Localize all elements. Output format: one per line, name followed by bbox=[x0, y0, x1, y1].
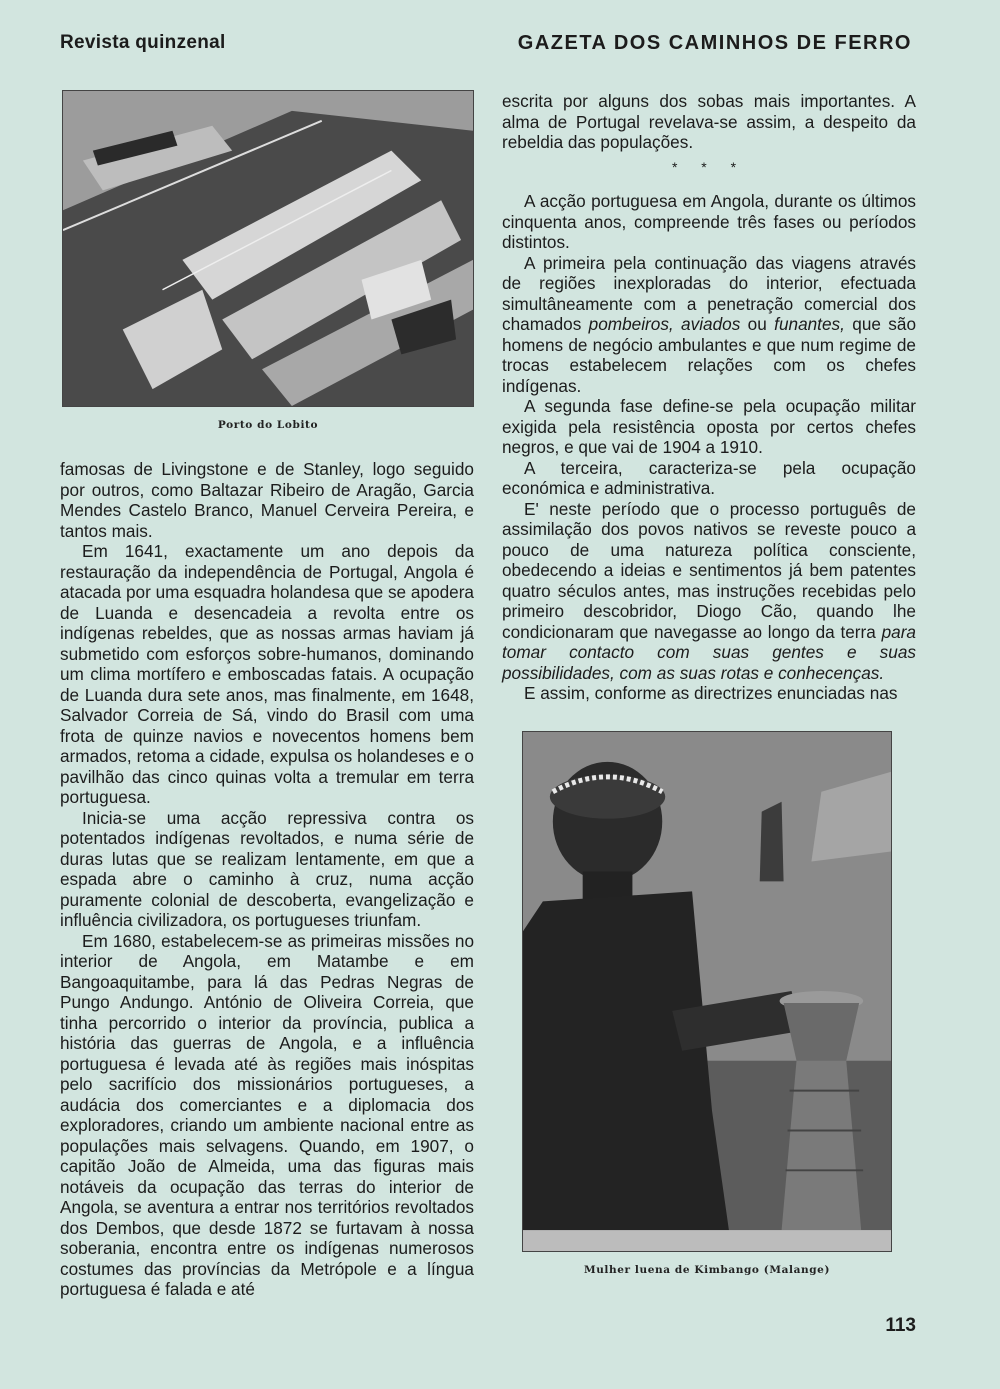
paragraph: Em 1641, exactamente um ano depois da restauração da independência de Portugal, Angola é atacada por uma esquadra holandesa que se apodera de Luanda e desencadeia a revolta entre os indígenas rebeldes, que as nossas armas haviam já submetido com esforços sobre-humanos, dominando um clima mortífero e emboscadas fatais. A ocupação de Luanda dura sete anos, mas finalmente, em 1648, Salvador Correia de Sá, vindo do Brasil com uma frota de quinze navios e novecentos homens bem armados, retoma a cidade, expulsa os holandeses e o pavilhão das cinco quinas volta a tremular em terra portuguesa. bbox=[60, 541, 474, 807]
port-photo-caption: Porto do Lobito bbox=[217, 419, 319, 431]
paragraph: Em 1680, estabelecem-se as primeiras missões no interior de Angola, em Matambe e em Bangoaquitambe, para lá das Pedras Negras de Pungo Andungo. António de Oliveira Correia, que tinha percorrido o interior da província, publica a história das guerras de Angola, e a influência portuguesa é levada até às regiões mais inóspitas pelo sacrifício dos missionários portugueses, a audácia dos comerciantes e a diplomacia dos exploradores, criando um ambiente nacional entre as populações mais selvagens. Quando, em 1907, o capitão João de Almeida, uma das figuras mais notáveis da ocupação das terras do interior de Angola, se aventura a entrar nos territórios revoltados dos Dembos, que desde 1872 se furtavam à nossa soberania, encontra entre os indígenas numerosos costumes das províncias da Metrópole e a língua portuguesa é falada e até bbox=[60, 930, 474, 1299]
paragraph: A terceira, caracteriza-se pela ocupação económica e administrativa. bbox=[502, 457, 916, 498]
italic-term: pombeiros, aviados bbox=[588, 314, 741, 334]
page-number: 113 bbox=[885, 1315, 916, 1336]
running-header-right: GAZETA DOS CAMINHOS DE FERRO bbox=[517, 32, 912, 54]
port-photo bbox=[62, 90, 474, 407]
paragraph: famosas de Livingstone e de Stanley, logo seguido por outros, como Baltazar Ribeiro de Aragão, Garcia Mendes Castelo Branco, Manuel Cerveira Pereira, e tantos mais. bbox=[60, 459, 474, 541]
left-text-column bbox=[60, 459, 474, 1300]
italic-quote: para tomar contacto com suas gentes e suas possibilidades, com as suas rotas e conhecenças. bbox=[502, 621, 916, 683]
woman-photo bbox=[522, 731, 892, 1252]
paragraph: E' neste período que o processo português de assimilação dos povos nativos se reveste pouco a pouco de uma natureza política consciente, obedecendo a ideias e sentimentos já bem patentes quatro séculos antes, mas instruções recebidas pelo primeiro descobridor, Diogo Cão, quando lhe condicionaram que navegasse ao longo da terra para tomar contacto com suas gentes e suas possibilidades, com as suas rotas e conhecenças. bbox=[502, 498, 916, 683]
right-text-column bbox=[502, 91, 916, 704]
section-separator: * * * bbox=[671, 158, 747, 175]
paragraph: A segunda fase define-se pela ocupação militar exigida pela resistência oposta por certos chefes negros, e que vai de 1904 a 1910. bbox=[502, 396, 916, 457]
running-header-left: Revista quinzenal bbox=[60, 32, 226, 53]
paragraph: escrita por alguns dos sobas mais importantes. A alma de Portugal revelava-se assim, a despeito da rebeldia das populações. bbox=[502, 91, 916, 152]
paragraph: A primeira pela continuação das viagens através de regiões inexploradas do interior, efectuada simultâneamente com a penetração comercial dos chamados pombeiros, aviados ou funantes, que são homens de negócio ambulantes e que num regime de trocas estabelecem relações com os chefes indígenas. bbox=[502, 252, 917, 396]
paragraph: Inicia-se uma acção repressiva contra os potentados indígenas revoltados, e numa série de duras lutas que se realizam lentamente, em que a espada abre o caminho à cruz, numa acção puramente colonial de descoberta, evangelização e influência civilizadora, os portugueses triunfam. bbox=[60, 807, 474, 930]
paragraph: E assim, conforme as directrizes enunciadas nas bbox=[524, 683, 898, 703]
paragraph: A acção portuguesa em Angola, durante os últimos cinquenta anos, compreende três fases ou períodos distintos. bbox=[502, 191, 916, 252]
woman-photo-caption: Mulher luena de Kimbango (Malange) bbox=[583, 1264, 831, 1276]
italic-term: funantes, bbox=[774, 314, 845, 334]
